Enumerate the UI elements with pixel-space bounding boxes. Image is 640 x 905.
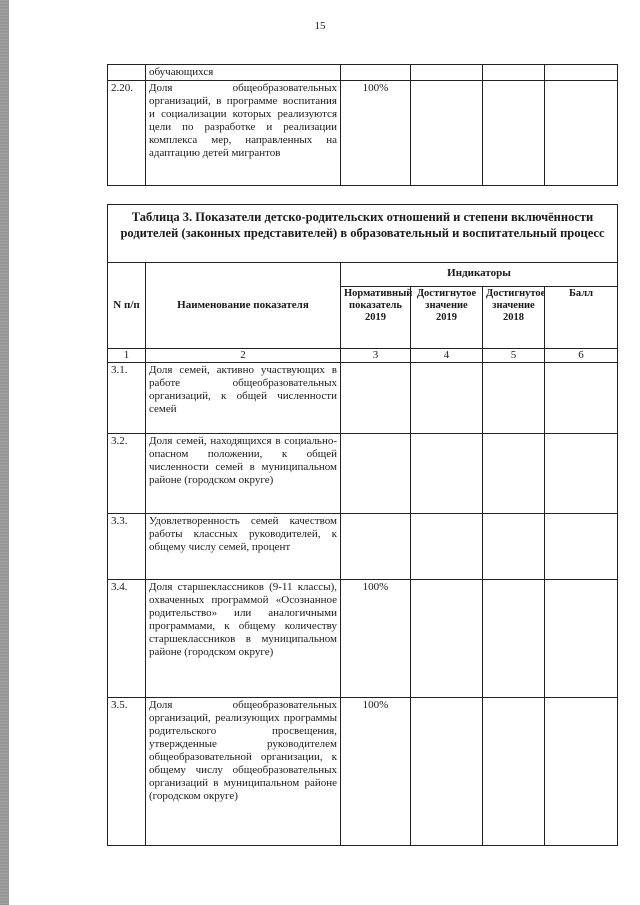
table-row	[108, 434, 618, 514]
normative-value	[341, 434, 411, 514]
page-number: 15	[314, 20, 326, 32]
scan-edge	[0, 0, 9, 905]
row-number: 3.1.	[108, 363, 146, 434]
table-row	[108, 363, 618, 434]
normative-value	[341, 363, 411, 434]
header-normative: Нормативный показатель 2019	[341, 287, 411, 349]
indicator-name: Доля старшеклассников (9-11 классы), охваченных программой «Осознанное родительство» или аналогичными программами, к общему количеству старшеклассников в муниципальном районе (городском округе)	[146, 580, 341, 698]
header-indicators: Индикаторы	[341, 263, 618, 287]
header-achieved-2018: Достигнутое значение 2018	[483, 287, 545, 349]
table-row	[108, 514, 618, 580]
normative-value: 100%	[341, 81, 411, 186]
header-achieved-2019: Достигнутое значение 2019	[411, 287, 483, 349]
table-row	[108, 65, 618, 81]
header-num: N п/п	[108, 263, 146, 349]
normative-value	[341, 514, 411, 580]
table-row	[108, 580, 618, 698]
indicator-name: Удовлетворенность семей качеством работы классных руководителей, к общему числу семей, процент	[146, 514, 341, 580]
indicator-name: Доля общеобразовательных организаций, реализующих программы родительского просвещения, утвержденные руководителем общеобразовательной организации, к общему числу общеобразовательных организаций в муниципальном районе (городском округе)	[146, 698, 341, 846]
table-row	[108, 698, 618, 846]
continued-table	[107, 64, 618, 186]
normative-value: 100%	[341, 698, 411, 846]
indicator-name: Доля семей, активно участвующих в работе общеобразовательных организаций, к общей численности семей	[146, 363, 341, 434]
normative-value: 100%	[341, 580, 411, 698]
header-name: Наименование показателя	[146, 263, 341, 349]
row-number: 3.4.	[108, 580, 146, 698]
indicator-name: Доля семей, находящихся в социально-опасном положении, к общей численности семей в муниципальном районе (городском округе)	[146, 434, 341, 514]
row-number: 3.3.	[108, 514, 146, 580]
table-caption: Таблица 3. Показатели детско-родительских отношений и степени включённости родителей (законных представителей) в образовательный и воспитательный процесс	[108, 205, 618, 263]
indicator-name: обучающихся	[146, 65, 341, 81]
indicator-name: Доля общеобразовательных организаций, в программе воспитания и социализации которых реализуются цели по разработке и реализации комплекса мер, направленных на адаптацию детей мигрантов	[146, 81, 341, 186]
header-score: Балл	[545, 287, 618, 349]
normative-value	[341, 65, 411, 81]
row-number: 2.20.	[108, 81, 146, 186]
column-index-row: 1 2 3 4 5 6	[108, 349, 618, 363]
table-row	[108, 81, 618, 186]
row-number: 3.2.	[108, 434, 146, 514]
table-3	[107, 204, 618, 846]
row-number: 3.5.	[108, 698, 146, 846]
row-number	[108, 65, 146, 81]
